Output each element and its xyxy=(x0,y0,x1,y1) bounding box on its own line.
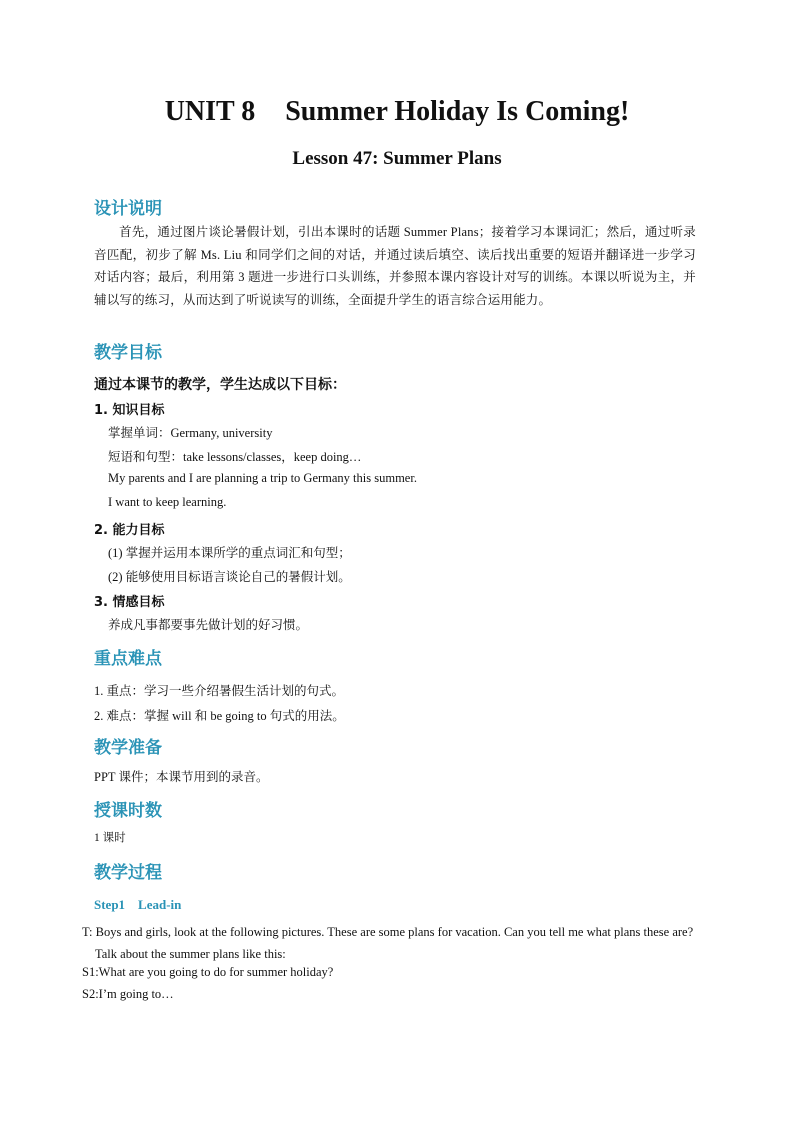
knowledge-objective-title: 1. 知识目标 xyxy=(94,403,165,418)
knowledge-item: 短语和句型：take lessons/classes，keep doing… xyxy=(108,450,362,464)
knowledge-item: I want to keep learning. xyxy=(108,495,227,509)
unit-name: Summer Holiday Is Coming! xyxy=(285,96,630,127)
emotion-objective-title: 3. 情感目标 xyxy=(94,595,165,610)
difficulty-item: 2. 难点：掌握 will 和 be going to 句式的用法。 xyxy=(94,709,345,723)
student1-line: S1:What are you going to do for summer holiday? xyxy=(82,965,334,979)
preparation-text: PPT 课件；本课节用到的录音。 xyxy=(94,770,269,784)
section-heading-design: 设计说明 xyxy=(94,199,162,219)
hours-text: 1 课时 xyxy=(94,832,126,844)
ability-item: (1) 掌握并运用本课所学的重点词汇和句型； xyxy=(108,546,351,560)
design-text: 首先，通过图片谈论暑假计划，引出本课时的话题 Summer Plans；接着学习本课词汇；然后，通过听录音匹配，初步了解 Ms. Liu 和同学们之间的对话，并通过读后填空、读后找出重要的短语并翻译进一步学习对话内容；最后，利用第 3 题进一步进行口头训练，并参照本课内容设计对写的训练。本课以听说为主，并辅以写的练习，从而达到了听说读写的训练，全面提升学生的语言综合运用能力。 xyxy=(94,225,696,307)
key-point-item: 1. 重点：学习一些介绍暑假生活计划的句式。 xyxy=(94,684,345,698)
ability-objective-title: 2. 能力目标 xyxy=(94,523,165,538)
section-heading-process: 教学过程 xyxy=(94,863,162,883)
step1-heading: Step1 Lead-in xyxy=(94,897,182,912)
emotion-item: 养成凡事都要事先做计划的好习惯。 xyxy=(108,618,309,632)
section-heading-hours: 授课时数 xyxy=(94,801,162,821)
unit-title xyxy=(0,96,794,128)
section-heading-key-points: 重点难点 xyxy=(94,649,162,669)
section-heading-objectives: 教学目标 xyxy=(94,343,162,363)
design-paragraph xyxy=(94,221,696,311)
knowledge-item: My parents and I are planning a trip to Germany this summer. xyxy=(108,471,417,485)
section-heading-preparation: 教学准备 xyxy=(94,738,162,758)
student2-line: S2:I’m going to… xyxy=(82,987,174,1001)
unit-number: UNIT 8 xyxy=(164,96,256,127)
knowledge-item: 掌握单词：Germany, university xyxy=(108,426,273,440)
objectives-intro: 通过本课节的教学，学生达成以下目标： xyxy=(94,377,346,393)
teacher-line: T: Boys and girls, look at the following pictures. These are some plans for vacation. Can you tell me what plans these are? Talk about the summer plans like this: xyxy=(82,925,694,961)
lesson-title: Lesson 47: Summer Plans xyxy=(292,148,502,169)
ability-item: (2) 能够使用目标语言谈论自己的暑假计划。 xyxy=(108,570,351,584)
